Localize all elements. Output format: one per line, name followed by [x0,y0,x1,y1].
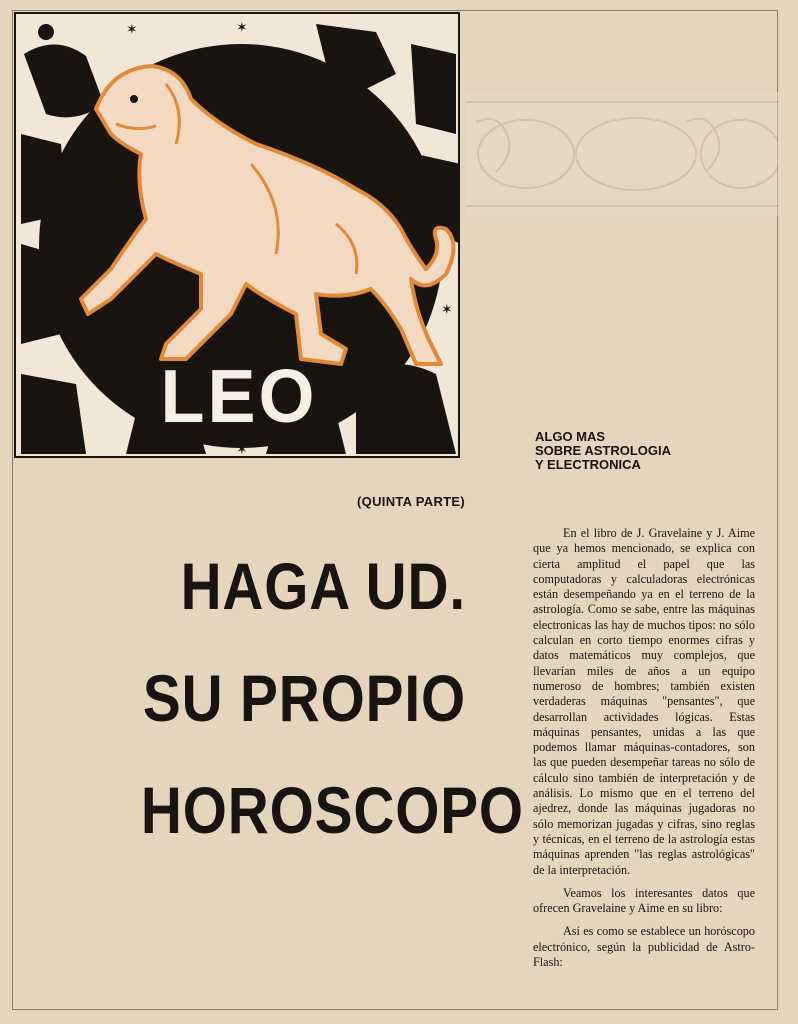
sidebar-heading-line: ALGO MAS [535,429,606,444]
headline-line: SU PROPIO [142,661,466,735]
headline-line: HAGA UD. [180,549,467,623]
svg-text:✶: ✶ [236,20,248,36]
paragraph: En el libro de J. Gravelaine y J. Aime que ya hemos mencionado, se explica con cierta amplitud el papel que las computadoras y calculadoras electrónicas están desempeñando ya en el terreno de la astrología. Como se sabe, entre las máquinas electronicas las hay de muchos tipos: no sólo calculan en corto tiempo enormes cifras y datos matemáticos muy complejos, que llevarían miles de años a un equipo numeroso de hombres; también existen verdaderas máquinas "pensantes", que desarrollan actividades lógicas. Estas máquinas pensantes, unidas a las que podemos llamar máquinas-contadores, son las que pueden desempeñar tareas no sólo de cálculo sino también de interpretación y de análisis. Lo mismo que en el terreno del ajedrez, donde las máquinas jugadoras no sólo memorizan jugadas y cifras, sino reglas y técnicas, en el terreno de la astrología estas máquinas aprenden "las reglas astrológicas" de la interpretación. [533,526,755,877]
svg-text:✶: ✶ [441,302,453,318]
sidebar-heading-line: Y ELECTRONICA [535,457,641,472]
paragraph: Así es como se establece un horóscopo electrónico, según la publicidad de Astro-Flash: [533,924,755,970]
svg-text:✶: ✶ [126,22,138,38]
sidebar-heading [535,430,755,472]
headline [140,530,524,866]
leo-illustration [14,12,460,458]
headline-line: HOROSCOPO [140,773,524,847]
svg-text:✶: ✶ [236,442,248,458]
article-body [533,526,755,978]
sidebar-heading-line: SOBRE ASTROLOGIA [535,443,672,458]
decorative-frieze [466,92,778,216]
sign-title: LEO [160,355,318,439]
svg-text:✶: ✶ [34,302,46,318]
svg-text:✶: ✶ [396,442,408,458]
part-label: (QUINTA PARTE) [357,494,465,509]
paragraph: Veamos los interesantes datos que ofrecen Gravelaine y Aime en su libro: [533,885,755,916]
